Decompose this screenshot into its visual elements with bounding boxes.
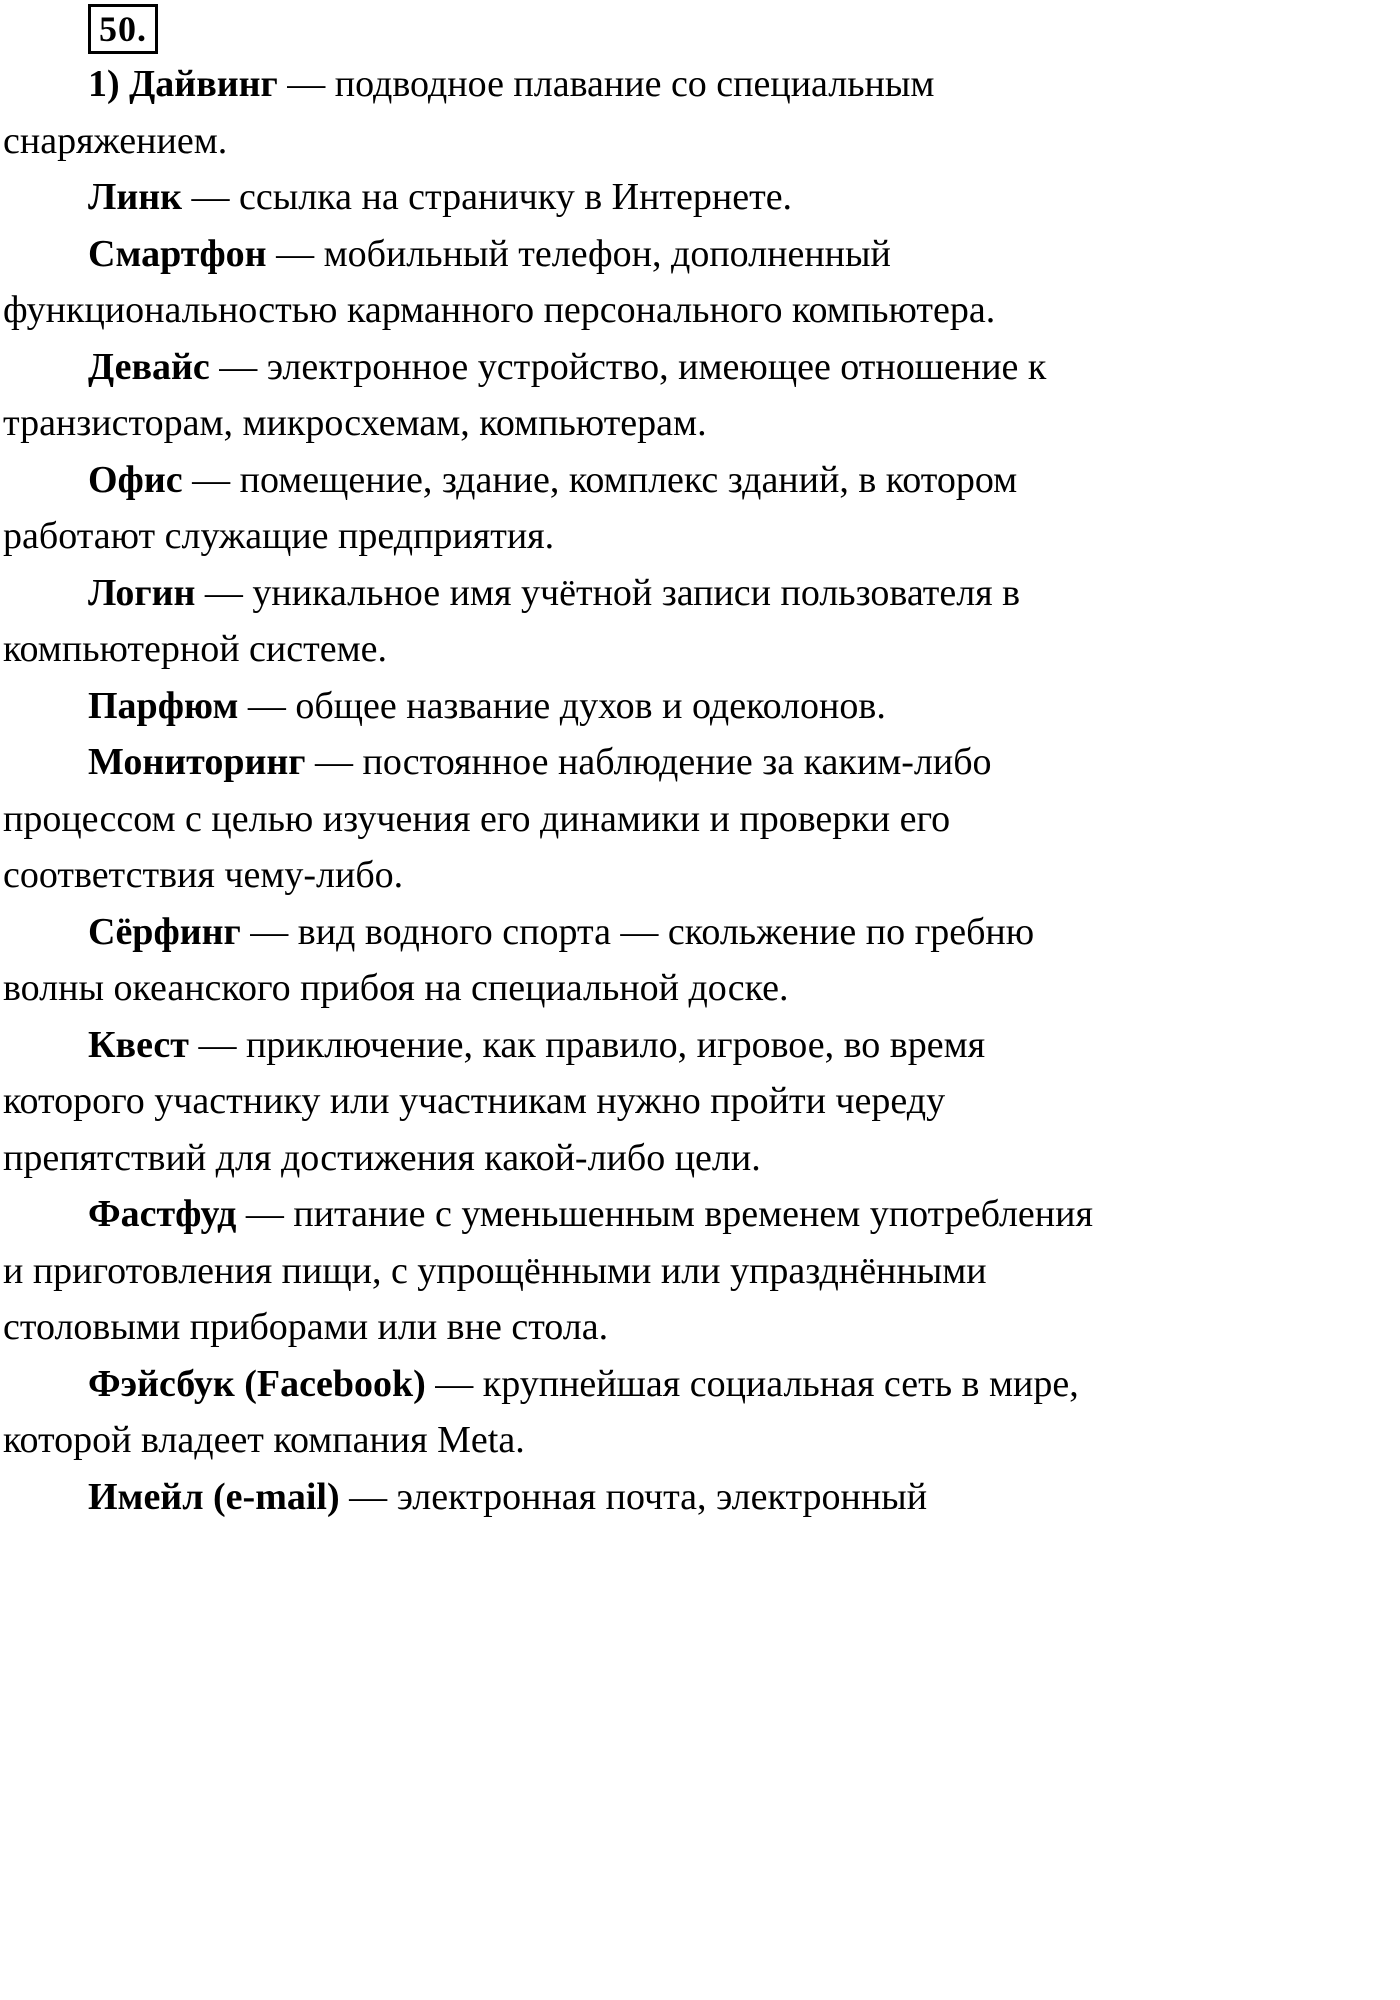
term: Девайс bbox=[88, 345, 210, 388]
definition: — помещение, здание, комплекс зданий, в котором работают служащие предприятия. bbox=[3, 458, 1018, 557]
definition-entry bbox=[3, 1017, 1097, 1187]
definition: — подводное плавание со специальным снаряжением. bbox=[3, 63, 935, 162]
definition-entry bbox=[3, 678, 1097, 735]
definition: — уникальное имя учётной записи пользователя в компьютерной системе. bbox=[3, 571, 1021, 670]
term: Парфюм bbox=[88, 684, 239, 727]
definition-entry bbox=[3, 452, 1097, 565]
term: Фастфуд bbox=[88, 1193, 237, 1235]
definition: — ссылка на страничку в Интернете. bbox=[182, 176, 793, 218]
term: Сёрфинг bbox=[88, 910, 241, 953]
definition-entry bbox=[3, 1356, 1097, 1469]
definitions-list bbox=[3, 56, 1097, 1525]
definition-entry bbox=[3, 734, 1097, 904]
term: Квест bbox=[88, 1023, 189, 1066]
definition-entry bbox=[3, 565, 1097, 678]
definition-entry bbox=[3, 56, 1097, 169]
definition: — питание с уменьшенным временем употребления и приготовления пищи, с упрощёнными или упразднёнными столовыми приборами или вне стола. bbox=[3, 1193, 1093, 1348]
definition-entry bbox=[3, 1469, 1097, 1526]
term: Линк bbox=[88, 176, 182, 218]
definition: — общее название духов и одеколонов. bbox=[238, 684, 886, 727]
definition: — постоянное наблюдение за каким-либо процессом с целью изучения его динамики и проверки его соответствия чему-либо. bbox=[3, 741, 992, 896]
term: Логин bbox=[88, 571, 196, 614]
definition: — электронная почта, электронный bbox=[339, 1475, 928, 1518]
term: Фэйсбук (Facebook) bbox=[88, 1362, 426, 1405]
exercise-number: 50. bbox=[88, 4, 158, 54]
definition: — мобильный телефон, дополненный функциональностью карманного персонального компьютера. bbox=[3, 232, 996, 331]
definition-entry bbox=[3, 339, 1097, 452]
term: 1) Дайвинг bbox=[88, 63, 278, 105]
definition-entry bbox=[3, 1186, 1097, 1356]
definition-entry bbox=[3, 169, 1097, 226]
definition: — приключение, как правило, игровое, во время которого участнику или участникам нужно пройти череду препятствий для достижения какой-либо цели. bbox=[3, 1023, 986, 1179]
term: Мониторинг bbox=[88, 741, 306, 783]
term: Имейл (e-mail) bbox=[88, 1475, 340, 1518]
definition-entry bbox=[3, 904, 1097, 1017]
definition: — вид водного спорта — скольжение по гребню волны океанского прибоя на специальной доске. bbox=[3, 910, 1035, 1009]
term: Офис bbox=[88, 458, 183, 501]
definition: — крупнейшая социальная сеть в мире, которой владеет компания Meta. bbox=[3, 1362, 1079, 1461]
term: Смартфон bbox=[88, 232, 267, 275]
definition-entry bbox=[3, 226, 1097, 339]
definition: — электронное устройство, имеющее отношение к транзисторам, микросхемам, компьютерам. bbox=[3, 345, 1047, 444]
